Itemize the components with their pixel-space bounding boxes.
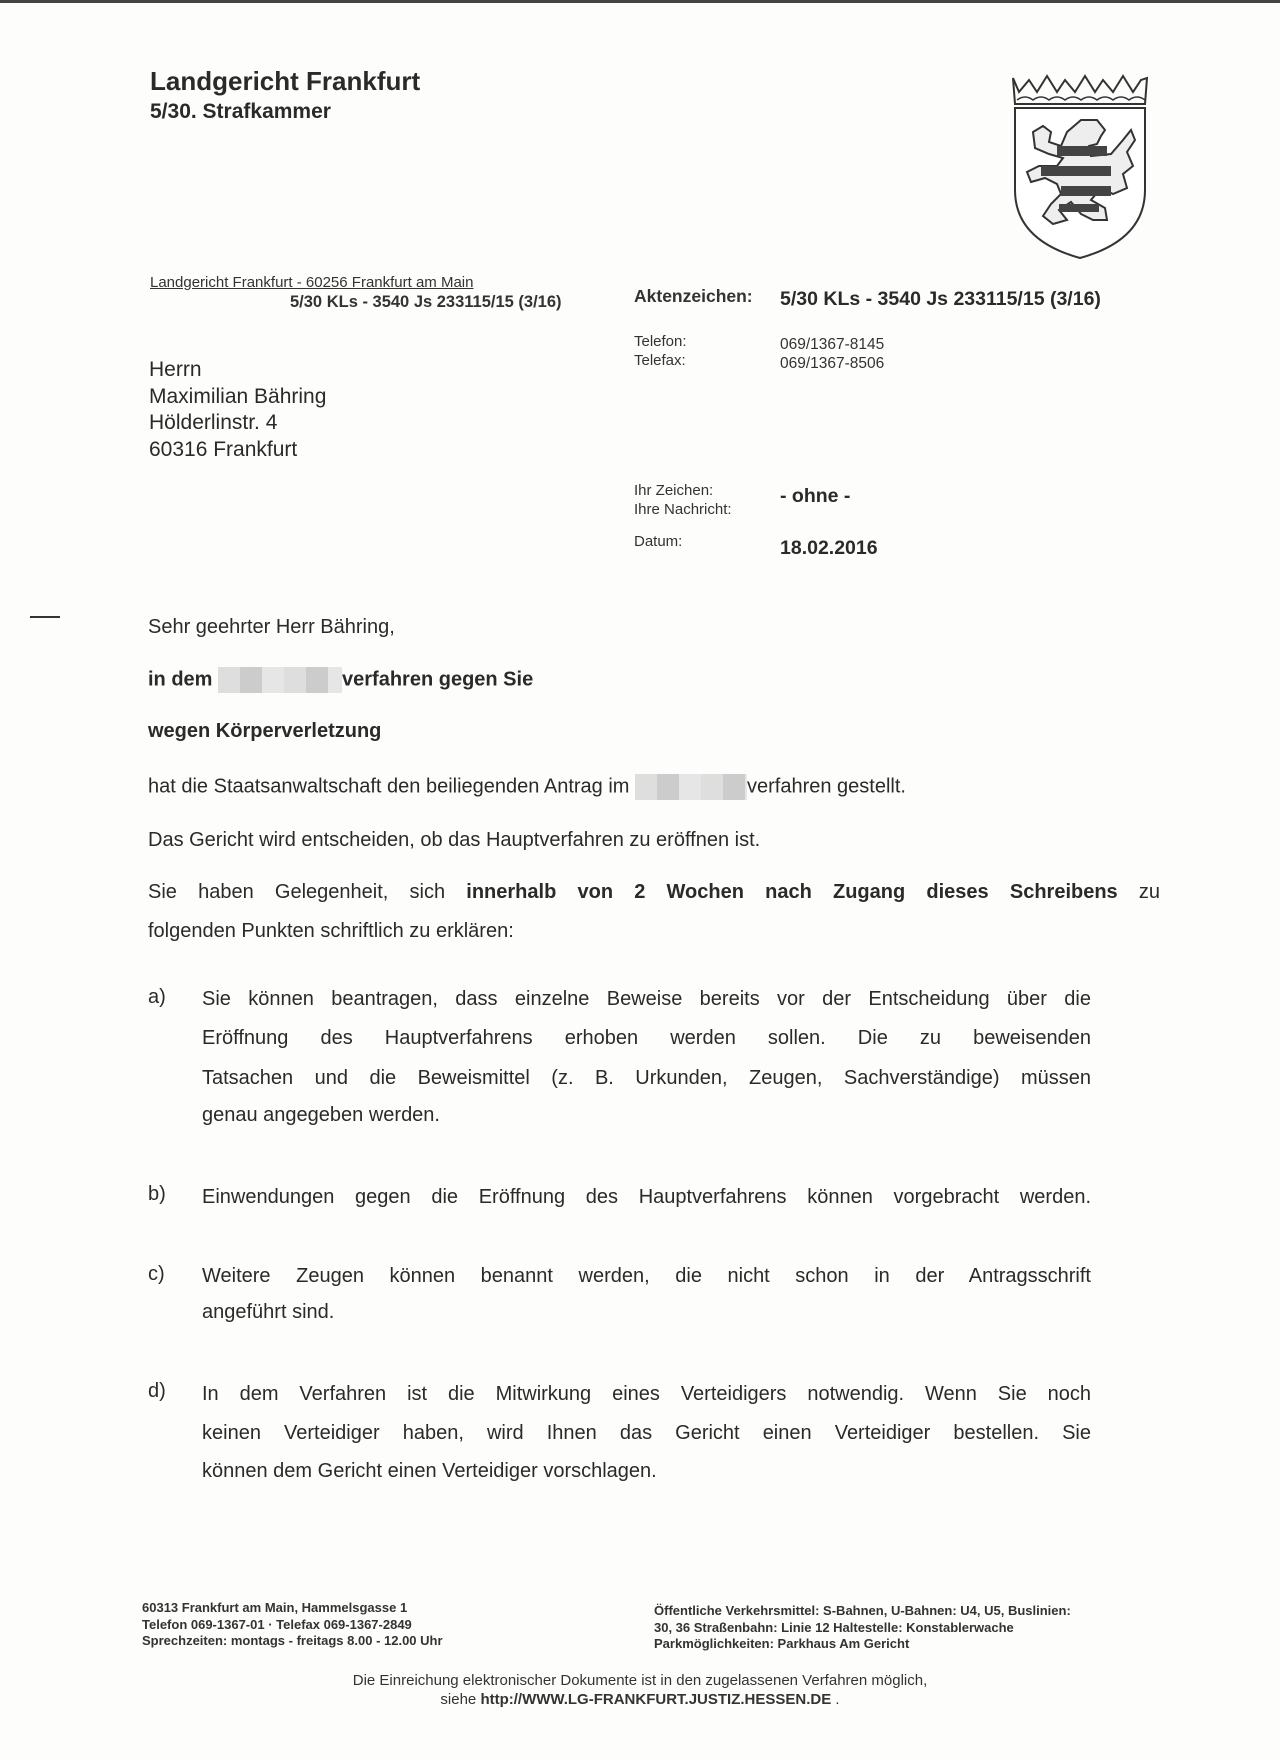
list-marker-a: a)	[148, 986, 166, 1008]
points-intro-line: folgenden Punkten schriftlich zu erklären:	[148, 920, 514, 942]
aktenzeichen-label: Aktenzeichen:	[634, 286, 753, 306]
list-item-a-line: Sie können beantragen, dass einzelne Beweise bereits vor der Entscheidung über die	[202, 988, 1091, 1010]
redacted-block	[635, 774, 747, 800]
proceeding-suffix: verfahren gegen Sie	[342, 668, 534, 691]
redacted-block	[218, 667, 342, 693]
footer-notice: Die Einreichung elektronischer Dokumente ist in den zugelassenen Verfahren möglich,	[352, 1672, 928, 1689]
recipient-salutation: Herrn	[149, 358, 202, 381]
recipient-street: Hölderlinstr. 4	[149, 411, 278, 434]
footer-website-prefix: siehe	[440, 1691, 477, 1708]
footer-website-suffix: .	[835, 1691, 840, 1708]
footer-transport-block	[654, 1603, 1071, 1653]
footer-website-line	[0, 1690, 1280, 1709]
list-item-c-line: angeführt sind.	[202, 1301, 335, 1323]
list-item-b-line: Einwendungen gegen die Eröffnung des Hauptverfahrens können vorgebracht werden.	[202, 1186, 1091, 1208]
list-marker-b: b)	[148, 1183, 166, 1205]
footer-website-link[interactable]: http://WWW.LG-FRANKFURT.JUSTIZ.HESSEN.DE	[480, 1691, 832, 1708]
recipient-name: Maximilian Bähring	[149, 385, 327, 408]
aktenzeichen-value: 5/30 KLs - 3540 Js 233115/15 (3/16)	[780, 288, 1101, 310]
list-item-a-line: Tatsachen und die Beweismittel (z. B. Urkunden, Zeugen, Sachverständige) müssen	[202, 1067, 1091, 1089]
telefax-value: 069/1367-8506	[780, 355, 885, 372]
datum-label: Datum:	[634, 533, 683, 550]
proceeding-prefix: in dem	[148, 668, 213, 691]
footer-tram: 30, 36 Straßenbahn: Linie 12 Haltestelle: Konstablerwache	[654, 1619, 1014, 1635]
list-item-d-line: keinen Verteidiger haben, wird Ihnen das Gericht einen Verteidiger bestellen. Sie	[202, 1422, 1091, 1444]
footer-transport: Öffentliche Verkehrsmittel: S-Bahnen, U-Bahnen: U4, U5, Buslinien:	[654, 1603, 1071, 1618]
list-item-d-line: In dem Verfahren ist die Mitwirkung eines Verteidigers notwendig. Wenn Sie noch	[202, 1383, 1091, 1405]
ihre-nachricht-label: Ihre Nachricht:	[634, 501, 732, 518]
telefon-label: Telefon:	[634, 333, 687, 350]
datum-value: 18.02.2016	[780, 537, 878, 559]
court-chamber: 5/30. Strafkammer	[150, 100, 331, 123]
telefon-value: 069/1367-8145	[780, 336, 885, 353]
list-marker-d: d)	[148, 1380, 166, 1402]
proceeding-line	[148, 667, 533, 693]
opportunity-prefix: Sie haben Gelegenheit, sich	[148, 881, 446, 903]
ihr-zeichen-value: - ohne -	[780, 485, 851, 507]
deadline-text: innerhalb von 2 Wochen nach Zugang dieses Schreibens	[466, 881, 1118, 903]
recipient-city: 60316 Frankfurt	[149, 438, 298, 461]
hessen-coat-of-arms-icon	[1005, 70, 1155, 260]
fold-mark	[30, 616, 60, 618]
application-prefix: hat die Staatsanwaltschaft den beiliegenden Antrag im	[148, 775, 630, 798]
footer-phone: Telefon 069-1367-01 · Telefax 069-1367-2849	[142, 1616, 412, 1632]
list-item-a-line: Eröffnung des Hauptverfahrens erhoben werden sollen. Die zu beweisenden	[202, 1027, 1091, 1049]
charge-line: wegen Körperverletzung	[148, 720, 382, 742]
footer-hours: Sprechzeiten: montags - freitags 8.00 - 12.00 Uhr	[142, 1633, 443, 1648]
footer-address-block	[142, 1600, 443, 1650]
application-suffix: verfahren gestellt.	[747, 775, 906, 798]
sender-return-address: Landgericht Frankfurt - 60256 Frankfurt am Main	[150, 274, 474, 291]
page-top-edge	[0, 0, 1280, 3]
list-marker-c: c)	[148, 1263, 165, 1285]
list-item-a-line: genau angegeben werden.	[202, 1104, 440, 1126]
opportunity-suffix: zu	[1138, 881, 1161, 903]
footer-parking: Parkmöglichkeiten: Parkhaus Am Gericht	[654, 1636, 910, 1651]
court-decision-line: Das Gericht wird entscheiden, ob das Hauptverfahren zu eröffnen ist.	[148, 829, 761, 851]
telefax-label: Telefax:	[634, 352, 686, 369]
footer-address: 60313 Frankfurt am Main, Hammelsgasse 1	[142, 1600, 408, 1615]
court-name: Landgericht Frankfurt	[150, 66, 421, 96]
application-line	[148, 774, 906, 800]
list-item-d-line: können dem Gericht einen Verteidiger vorschlagen.	[202, 1460, 657, 1482]
list-item-c-line: Weitere Zeugen können benannt werden, die nicht schon in der Antragsschrift	[202, 1265, 1091, 1287]
opportunity-line	[148, 881, 1160, 904]
greeting: Sehr geehrter Herr Bähring,	[148, 616, 395, 638]
ihr-zeichen-label: Ihr Zeichen:	[634, 482, 714, 499]
sender-reference: 5/30 KLs - 3540 Js 233115/15 (3/16)	[290, 293, 562, 311]
